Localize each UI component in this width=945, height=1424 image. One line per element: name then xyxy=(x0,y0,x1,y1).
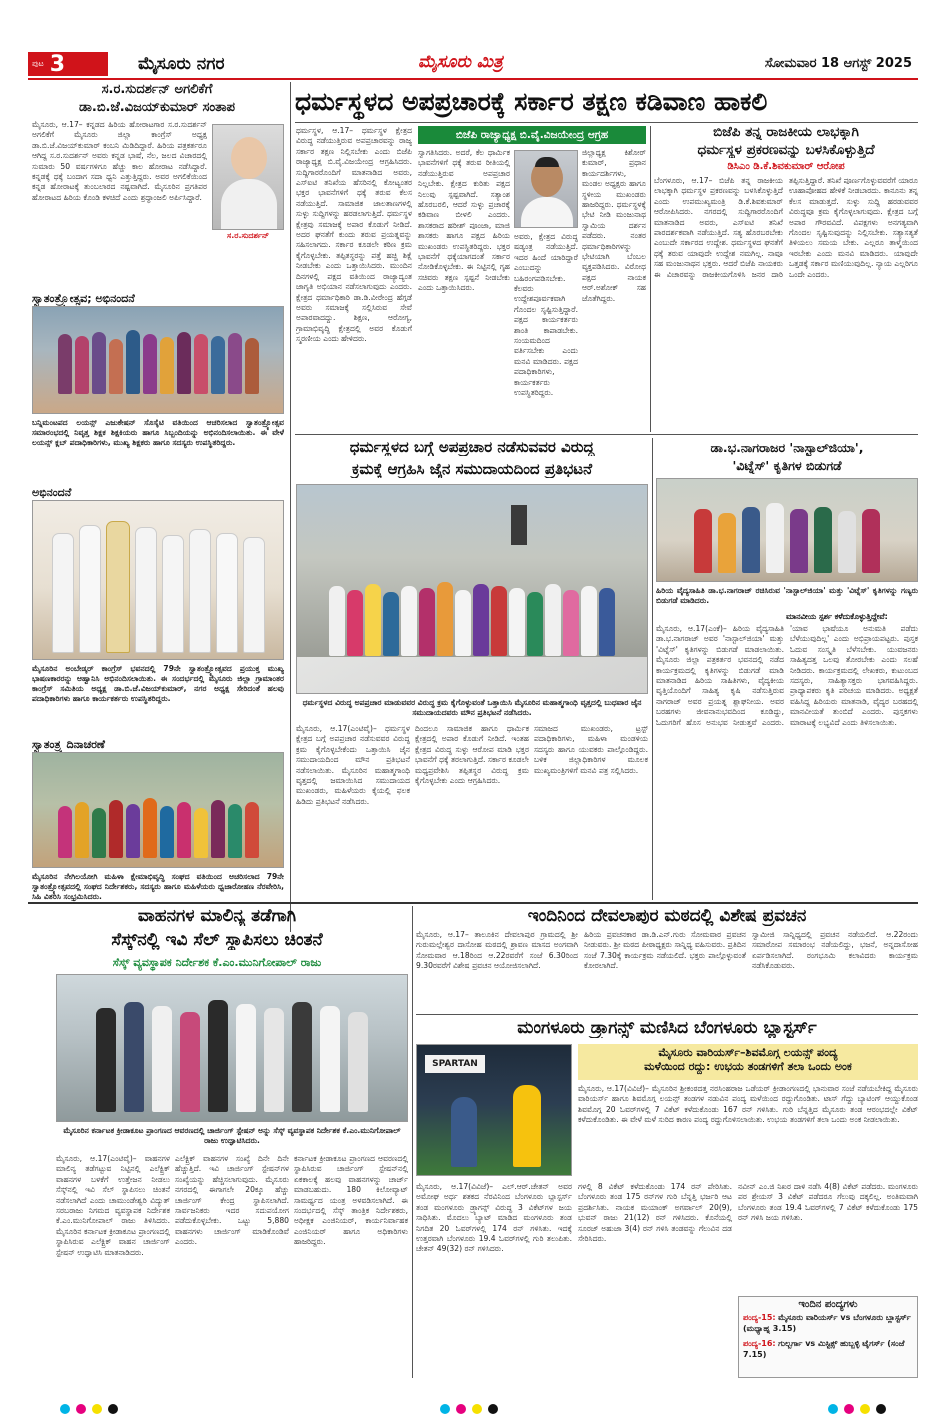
fixtures-box xyxy=(738,1296,918,1378)
sports-sub-2: ಮಳೆಯಿಂದ ರದ್ದು: ಉಭಯ ತಂಡಗಳಿಗೆ ತಲಾ ಒಂದು ಅಂಕ xyxy=(644,1060,852,1073)
devalapura-body-col-a: ಮೈಸೂರು, ಆ.17– ತಾಲೂಕಿನ ದೇವಲಾಪುರ ಗ್ರಾಮದಲ್ಲಿ ಶ್ರೀ ಗುರುಮಲ್ಲೇಶ್ವರ ದಾಸೋಹ ಮಠದಲ್ಲಿ ಶ್ರಾವಣ ಮಾಸದ ಅಂಗವಾಗಿ ಸೋಮವಾರ ಆ.18ರಿಂದ ಆ.22ರವರೆಗೆ ಸಂಜೆ 6.30ರಿಂದ 9.30ರವರೆಗೆ ವಿಶೇಷ ಪ್ರವಚನ ಆಯೋಜಿಸಲಾಗಿದೆ. xyxy=(416,930,578,971)
sports-headline: ಮಂಗಳೂರು ಡ್ರ್ಯಾಗನ್ಸ್ ಮಣಿಸಿದ ಬೆಂಗಳೂರು ಬ್ಲಾಸ್ಟರ್ಸ್ xyxy=(517,1018,817,1038)
registration-dot-icon xyxy=(60,1404,70,1414)
sudarshan-photo-name: ಸ.ರ.ಸುದರ್ಶನ್ xyxy=(226,231,270,240)
registration-dot-icon xyxy=(472,1404,482,1414)
lead-body-col-d: ಜಿಲ್ಲಾಧ್ಯಕ್ಷ ಕಿಶೋರ್ ಕುಮಾರ್, ಪ್ರಧಾನ ಕಾರ್ಯದರ್ಶಿಗಳು, ಮಂಡಲ ಅಧ್ಯಕ್ಷರು ಹಾಗೂ ಸ್ಥಳೀಯ ಮುಖಂಡರು ಹಾಜರಿದ್ದರು. ಧರ್ಮಸ್ಥಳಕ್ಕೆ ಭೇಟಿ ನೀಡಿ ಮಂಜುನಾಥ ಸ್ವಾಮಿಯ ದರ್ಶನ ಪಡೆದರು. ನಂತರ ಧರ್ಮಾಧಿಕಾರಿಗಳನ್ನು ಭೇಟಿಯಾಗಿ ಬೆಂಬಲ ವ್ಯಕ್ತಪಡಿಸಿದರು. ವಿರೋಧ ಪಕ್ಷದ ನಾಯಕ ಆರ್.ಅಶೋಕ್ ಸಹ ಜೊತೆಗಿದ್ದರು. xyxy=(582,148,646,303)
jain-body-col-b: ದಿಂದಲೂ ಸಾಮಾಜಿಕ ಹಾಗೂ ಧಾರ್ಮಿಕ ಕ್ಷೇತ್ರದಲ್ಲಿ ಅಪಾರ ಕೊಡುಗೆ ನೀಡಿದೆ. ಇಂತಹ ಕ್ಷೇತ್ರದ ವಿರುದ್ಧ ಸುಳ್ಳು ಆರೋಪ ಮಾಡಿ ಭಕ್ತರ ಭಾವನೆಗೆ ಧಕ್ಕೆ ತರಲಾಗುತ್ತಿದೆ. ಸರ್ಕಾರ ಕೂಡಲೇ ಮಧ್ಯಪ್ರವೇಶಿಸಿ ತಪ್ಪಿತಸ್ಥರ ವಿರುದ್ಧ ಕ್ರಮ ಕೈಗೊಳ್ಳಬೇಕು ಎಂದು ಆಗ್ರಹಿಸಿದರು. xyxy=(415,724,529,786)
ev-charging-photo xyxy=(56,974,408,1122)
lead-sub-banner xyxy=(418,126,646,144)
fixture-2-text: ಗುಲ್ಬರ್ಗಾ vs ಮಿಸ್ಟಿಕ್ಸ್ ಹುಬ್ಬಳ್ಳಿ ಟೈಗರ್ಸ್ (ಸಂಜೆ 7.15) xyxy=(743,1339,905,1359)
jain-headline-2: ಕ್ರಮಕ್ಕೆ ಆಗ್ರಹಿಸಿ ಜೈನ ಸಮುದಾಯದಿಂದ ಪ್ರತಿಭಟನೆ xyxy=(351,460,593,478)
devalapura-body-col-c: ಸ್ವಾಮೀಜಿ ಸಾನ್ನಿಧ್ಯದಲ್ಲಿ ಪ್ರವಚನ ನಡೆಯಲಿದೆ. ಆ.22ರಂದು ಸಮಾರೋಪ ಸಮಾರಂಭ ನಡೆಯಲಿದ್ದು, ಭಜನೆ, ಅನ್ನದಾಸೋಹ ಏರ್ಪಡಿಸಲಾಗಿದೆ. ರಂಗಭೂಮಿ ಕಲಾವಿದರು ಕಾರ್ಯಕ್ರಮ ನಡೆಸಿಕೊಡುವರು. xyxy=(752,930,918,971)
lead-rule xyxy=(295,122,918,123)
book-body: ಮೈಸೂರು, ಆ.17(ಎಂಕೆ)– ಹಿರಿಯ ವೈದ್ಯಸಾಹಿತಿ ಡಾ.ಭ.ನಾಗರಾಜ್ ಅವರ 'ನಾಸ್ಟಾಲ್‌ಜಿಯಾ' ಮತ್ತು 'ವಿಟ್ನೆಸ್' ಕೃತಿಗಳನ್ನು ಬಿಡುಗಡೆ ಮಾಡಲಾಯಿತು. ಮೈಸೂರು ಜಿಲ್ಲಾ ಪತ್ರಕರ್ತರ ಭವನದಲ್ಲಿ ನಡೆದ ಕಾರ್ಯಕ್ರಮದಲ್ಲಿ ಕೃತಿಗಳನ್ನು ಬಿಡುಗಡೆ ಮಾಡಿ ಮಾತನಾಡಿದ ಹಿರಿಯ ಸಾಹಿತಿಗಳು, ವೈದ್ಯಕೀಯ ವೃತ್ತಿಯೊಂದಿಗೆ ಸಾಹಿತ್ಯ ಕೃಷಿ ನಡೆಸುತ್ತಿರುವ ನಾಗರಾಜ್ ಅವರ ಪ್ರಯತ್ನ ಶ್ಲಾಘನೀಯ. ಅವರ ಬರಹಗಳು ಜೀವನಾನುಭವದಿಂದ ಕೂಡಿದ್ದು, ಓದುಗರಿಗೆ ಹೊಸ ಅನುಭವ ನೀಡುತ್ತವೆ ಎಂದರು. 'ಯಾವ ಭಾಷೆಯೂ ಅನುಮತಿ ಪಡೆದು ಬೆಳೆಯುವುದಿಲ್ಲ' ಎಂದು ಅಭಿಪ್ರಾಯಪಟ್ಟರು. ಪುಸ್ತಕ ಓದುವ ಸಂಸ್ಕೃತಿ ಬೆಳೆಸಬೇಕು. ಯುವಜನರು ಸಾಹಿತ್ಯದತ್ತ ಒಲವು ತೋರಬೇಕು ಎಂದು ಸಲಹೆ ನೀಡಿದರು. ಕಾರ್ಯಕ್ರಮದಲ್ಲಿ ಲೇಖಕರು, ಕುಟುಂಬದ ಸದಸ್ಯರು, ಸಾಹಿತ್ಯಾಸಕ್ತರು ಭಾಗವಹಿಸಿದ್ದರು. ಪ್ರಾಧ್ಯಾಪಕರು ಕೃತಿ ಪರಿಚಯ ಮಾಡಿದರು. ಅಧ್ಯಕ್ಷತೆ ವಹಿಸಿದ್ದ ಹಿರಿಯರು ಮಾತನಾಡಿ, ವೈದ್ಯರ ಬರಹದಲ್ಲಿ ಮಾನವೀಯತೆ ತುಂಬಿದೆ ಎಂದರು. ಪುಸ್ತಕಗಳು ಮಾರಾಟಕ್ಕೆ ಲಭ್ಯವಿದೆ ಎಂದು ತಿಳಿಸಲಾಯಿತು. xyxy=(656,624,918,727)
jain-protest-caption: ಧರ್ಮಸ್ಥಳದ ವಿರುದ್ಧ ಅಪಪ್ರಚಾರ ಮಾಡುವವರ ವಿರುದ್ಧ ಕ್ರಮ ಕೈಗೊಳ್ಳುವಂತೆ ಒತ್ತಾಯಿಸಿ ಮೈಸೂರಿನ ಮಹಾತ್ಮಗಾಂಧಿ ವೃತ್ತದಲ್ಲಿ ಬುಧವಾರ ಜೈನ ಸಮುದಾಯದವರು ಮೌನ ಪ್ರತಿಭಟನೆ ನಡೆಸಿದರು. xyxy=(302,698,642,717)
sudarshan-headline-1: ಸ.ರ.ಸುದರ್ಶನ್ ಅಗಲಿಕೆಗೆ xyxy=(101,82,213,97)
ev-charging-caption: ಮೈಸೂರಿನ ಕರ್ನಾಟಕ ಕ್ರೀಡಾಕೂಟ ಪ್ರಾಂಗಣದ ಆವರಣದಲ್ಲಿ ಚಾರ್ಜಿಂಗ್ ಸ್ಟೇಷನ್ ಅನ್ನು ಸೆಸ್ಕ್ ವ್ಯವಸ್ಥಾಪಕ ನಿರ್ದೇಶಕ ಕೆ.ಎಂ.ಮುನಿಗೋಪಾಲ್ ರಾಜು ಉದ್ಘಾಟಿಸಿದರು. xyxy=(63,1126,401,1145)
masthead-logo: ಮೈಸೂರು ಮಿತ್ರ xyxy=(418,52,503,72)
page-header xyxy=(28,52,918,76)
ev-body-col-c: ಕರ್ನಾಟಕ ಕ್ರೀಡಾಕೂಟ ಪ್ರಾಂಗಣದ ಆವರಣದಲ್ಲಿ ಸ್ಥಾಪಿಸಿರುವ ಚಾರ್ಜಿಂಗ್ ಸ್ಟೇಷನ್‌ನಲ್ಲಿ ಏಕಕಾಲಕ್ಕೆ ಹಲವು ವಾಹನಗಳನ್ನು ಚಾರ್ಜ್ ಮಾಡಬಹುದು. 180 ಕಿಲೋವ್ಯಾಟ್ ಸಾಮರ್ಥ್ಯದ ಯಂತ್ರ ಅಳವಡಿಸಲಾಗಿದೆ. ಈ ಸಂದರ್ಭದಲ್ಲಿ ಸೆಸ್ಕ್ ತಾಂತ್ರಿಕ ನಿರ್ದೇಶಕರು, ಅಧೀಕ್ಷಕ ಎಂಜಿನಿಯರ್, ಕಾರ್ಯನಿರ್ವಾಹಕ ಎಂಜಿನಿಯರ್ ಹಾಗೂ ಅಧಿಕಾರಿಗಳು ಹಾಜರಿದ್ದರು. xyxy=(294,1154,408,1247)
ev-headline-2: ಸೆಸ್ಕ್‌ನಲ್ಲಿ ಇವಿ ಸೆಲ್ ಸ್ಥಾಪಿಸಲು ಚಿಂತನೆ xyxy=(111,930,323,950)
registration-dot-icon xyxy=(844,1404,854,1414)
sports-sub-banner xyxy=(578,1044,918,1080)
ev-headline-1: ವಾಹನಗಳ ಮಾಲಿನ್ಯ ತಡೆಗಾಗಿ xyxy=(137,906,297,926)
lead-body-col-a: ಧರ್ಮಸ್ಥಳ, ಆ.17– ಧರ್ಮಸ್ಥಳ ಕ್ಷೇತ್ರದ ವಿರುದ್ಧ ನಡೆಯುತ್ತಿರುವ ಅಪಪ್ರಚಾರವನ್ನು ರಾಜ್ಯ ಸರ್ಕಾರ ತಕ್ಷಣ ನಿಲ್ಲಿಸಬೇಕು ಎಂದು ಬಿಜೆಪಿ ರಾಜ್ಯಾಧ್ಯಕ್ಷ ಬಿ.ವೈ.ವಿಜಯೇಂದ್ರ ಆಗ್ರಹಿಸಿದರು. ಸುದ್ದಿಗಾರರೊಂದಿಗೆ ಮಾತನಾಡಿದ ಅವರು, ಎಸ್‌ಐಟಿ ತನಿಖೆಯ ಹೆಸರಿನಲ್ಲಿ ಕೋಟ್ಯಂತರ ಭಕ್ತರ ಭಾವನೆಗಳಿಗೆ ಧಕ್ಕೆ ತರುವ ಕೆಲಸ ನಡೆಯುತ್ತಿದೆ. ಸಾಮಾಜಿಕ ಜಾಲತಾಣಗಳಲ್ಲಿ ಸುಳ್ಳು ಸುದ್ದಿಗಳನ್ನು ಹರಡಲಾಗುತ್ತಿದೆ. ಧರ್ಮಸ್ಥಳ ಕ್ಷೇತ್ರವು ಸಮಾಜಕ್ಕೆ ಅಪಾರ ಕೊಡುಗೆ ನೀಡಿದೆ. ಅದರ ಘನತೆಗೆ ಕುಂದು ತರುವ ಪ್ರಯತ್ನವನ್ನು ಸಹಿಸಲಾಗದು. ಸರ್ಕಾರ ಕೂಡಲೇ ಕಠಿಣ ಕ್ರಮ ಕೈಗೊಳ್ಳಬೇಕು. ತಪ್ಪಿತಸ್ಥರನ್ನು ಪತ್ತೆ ಹಚ್ಚಿ ಶಿಕ್ಷೆ ನೀಡಬೇಕು ಎಂದು ಒತ್ತಾಯಿಸಿದರು. ಮುಂದಿನ ದಿನಗಳಲ್ಲಿ ಪಕ್ಷದ ವತಿಯಿಂದ ರಾಜ್ಯಾದ್ಯಂತ ಜಾಗೃತಿ ಅಭಿಯಾನ ನಡೆಸಲಾಗುವುದು ಎಂದರು. ಕ್ಷೇತ್ರದ ಧರ್ಮಾಧಿಕಾರಿ ಡಾ.ಡಿ.ವೀರೇಂದ್ರ ಹೆಗ್ಗಡೆ ಅವರು ಸಮಾಜಕ್ಕೆ ಸಲ್ಲಿಸಿರುವ ಸೇವೆ ಅಪಾರವಾದದ್ದು. ಶಿಕ್ಷಣ, ಆರೋಗ್ಯ, ಗ್ರಾಮಾಭಿವೃದ್ಧಿ ಕ್ಷೇತ್ರದಲ್ಲಿ ಅವರ ಕೊಡುಗೆ ಸ್ಮರಣೀಯ ಎಂದು ಹೇಳಿದರು. xyxy=(296,126,412,344)
lions-school-caption: ಬನ್ನಿಮಂಟಪದ ಲಯನ್ಸ್ ಎಜುಕೇಷನ್ ಸೊಸೈಟಿ ವತಿಯಿಂದ ಆಚರಿಸಲಾದ ಸ್ವಾತಂತ್ರ್ಯೋತ್ಸವ ಸಮಾರಂಭದಲ್ಲಿ ನಿವೃತ್ತ ಶಿಕ್ಷಕ ಶಿಕ್ಷಕಿಯರು ಹಾಗೂ ಸಿಬ್ಬಂದಿಯನ್ನು ಅಭಿನಂದಿಸಲಾಯಿತು. ಈ ವೇಳೆ ಲಯನ್ಸ್ ಕ್ಲಬ್ ಪದಾಧಿಕಾರಿಗಳು, ಮುಖ್ಯ ಶಿಕ್ಷಕರು ಹಾಗೂ ಸದಸ್ಯರು ಉಪಸ್ಥಿತರಿದ್ದರು. xyxy=(32,418,284,447)
jain-body-col-a: ಮೈಸೂರು, ಆ.17(ಎಂಟಿವೈ)– ಧರ್ಮಸ್ಥಳ ಕ್ಷೇತ್ರದ ಬಗ್ಗೆ ಅಪಪ್ರಚಾರ ನಡೆಸುವವರ ವಿರುದ್ಧ ಕ್ರಮ ಕೈಗೊಳ್ಳಬೇಕೆಂದು ಒತ್ತಾಯಿಸಿ ಜೈನ ಸಮುದಾಯದಿಂದ ಮೌನ ಪ್ರತಿಭಟನೆ ನಡೆಸಲಾಯಿತು. ಮೈಸೂರಿನ ಮಹಾತ್ಮಗಾಂಧಿ ವೃತ್ತದಲ್ಲಿ ಜಮಾಯಿಸಿದ ಸಮುದಾಯದ ಮುಖಂಡರು, ಮಹಿಳೆಯರು ಕೈಯಲ್ಲಿ ಫಲಕ ಹಿಡಿದು ಪ್ರತಿಭಟನೆ ನಡೆಸಿದರು. xyxy=(296,724,410,806)
felicitation-label: ಅಭಿನಂದನೆ xyxy=(32,486,72,499)
column-divider-bottom xyxy=(412,906,413,1378)
womens-association-caption: ಮೈಸೂರಿನ ನೇಗಿಲಯೋಗಿ ಮಹಿಳಾ ಕ್ಷೇಮಾಭಿವೃದ್ಧಿ ಸಂಘದ ವತಿಯಿಂದ ಆಚರಿಸಲಾದ 79ನೇ ಸ್ವಾತಂತ್ರ್ಯೋತ್ಸವದಲ್ಲಿ ಸಂಘದ ನಿರ್ದೇಶಕರು, ಸದಸ್ಯರು ಹಾಗೂ ಮಹಿಳೆಯರು ಧ್ವಜಾರೋಹಣ ನೆರವೇರಿಸಿ, ಸಿಹಿ ವಿತರಿಸಿ ಸಂಭ್ರಮಿಸಿದರು. xyxy=(32,872,284,901)
middle-band-rule xyxy=(28,902,918,904)
lead-bottom-rule xyxy=(295,434,918,435)
page-number: 3 xyxy=(49,51,66,77)
issue-date: ಸೋಮವಾರ 18 ಆಗಸ್ಟ್ 2025 xyxy=(764,56,912,71)
devalapura-headline: ಇಂದಿನಿಂದ ದೇವಲಾಪುರ ಮಠದಲ್ಲಿ ವಿಶೇಷ ಪ್ರವಚನ xyxy=(527,906,807,926)
page-number-badge xyxy=(28,52,108,76)
page-label: ಪುಟ xyxy=(32,59,44,68)
registration-dot-icon xyxy=(92,1404,102,1414)
sudarshan-body: ಮೈಸೂರು, ಆ.17– ಕನ್ನಡದ ಹಿರಿಯ ಹೋರಾಟಗಾರ ಸ.ರ.ಸುದರ್ಶನ್ ಅಗಲಿಕೆಗೆ ಮೈಸೂರು ಜಿಲ್ಲಾ ಕಾಂಗ್ರೆಸ್ ಅಧ್ಯಕ್ಷ ಡಾ.ಬಿ.ಜೆ.ವಿಜಯ್‌ಕುಮಾರ್ ಕಂಬನಿ ಮಿಡಿದಿದ್ದಾರೆ. ಹಿರಿಯ ಪತ್ರಕರ್ತರೂ ಆಗಿದ್ದ ಸ.ರ.ಸುದರ್ಶನ್ ಅವರು ಕನ್ನಡ ಭಾಷೆ, ನೆಲ, ಜಲದ ವಿಚಾರದಲ್ಲಿ ಸುಮಾರು 50 ವರ್ಷಗಳಿಗೂ ಹೆಚ್ಚು ಕಾಲ ಹೋರಾಟ ನಡೆಸಿದ್ದಾರೆ. ಕನ್ನಡಕ್ಕೆ ಧಕ್ಕೆ ಬಂದಾಗ ಸದಾ ಧ್ವನಿ ಎತ್ತುತ್ತಿದ್ದರು. ಅವರ ಅಗಲಿಕೆಯಿಂದ ಕನ್ನಡ ಹೋರಾಟಕ್ಕೆ ತುಂಬಲಾರದ ನಷ್ಟವಾಗಿದೆ. ಮೈಸೂರಿನ ಪ್ರಗತಿಪರ ಹೋರಾಟದ ಹಿರಿಯ ಕೊಂಡಿ ಕಳಚಿದೆ ಎಂದು ಶ್ರದ್ಧಾಂಜಲಿ ಅರ್ಪಿಸಿದ್ದಾರೆ. xyxy=(32,120,207,202)
registration-dot-icon xyxy=(828,1404,838,1414)
dks-headline-1: ಬಿಜೆಪಿ ತನ್ನ ರಾಜಕೀಯ ಲಾಭಕ್ಕಾಗಿ xyxy=(713,124,859,140)
sports-body-col-b: ಗಳಲ್ಲಿ 8 ವಿಕೆಟ್ ಕಳೆದುಕೊಂಡು 174 ರನ್ ಪೇರಿಸಿತು. ಬೆಂಗಳೂರು ತಂಡ 175 ರನ್‌ಗಳ ಗುರಿ ಬೆನ್ನತ್ತಿ ಭರ್ಜರಿ ಆಟ ಪ್ರದರ್ಶಿಸಿತು. ನಾಯಕ ಮಯಾಂಕ್ ಅಗರ್ವಾಲ್ 20(9), ಭುವನ್ ರಾಜು 21(12) ರನ್ ಗಳಿಸಿದರು. ಕೊನೆಯಲ್ಲಿ ಸೂರಜ್ ಅಹುಜಾ 3(4) ರನ್ ಗಳಿಸಿ ತಂಡವನ್ನು ಗೆಲುವಿನ ದಡ ಸೇರಿಸಿದರು. xyxy=(578,1182,732,1244)
independence-day-label: ಸ್ವಾತಂತ್ರ್ಯ ದಿನಾಚರಣೆ xyxy=(32,738,105,751)
congress-felicitation-caption: ಮೈಸೂರಿನ ಅಂಬೇಡ್ಕರ್ ಕಾಂಗ್ರೆಸ್ ಭವನದಲ್ಲಿ 79ನೇ ಸ್ವಾತಂತ್ರ್ಯೋತ್ಸವದ ಪ್ರಯುಕ್ತ ಮುಖ್ಯ ಭಾಷಣಕಾರರನ್ನು ಆಹ್ವಾನಿಸಿ ಅಭಿನಂದಿಸಲಾಯಿತು. ಈ ಸಂದರ್ಭದಲ್ಲಿ ಮೈಸೂರು ಜಿಲ್ಲಾ ಗ್ರಾಮಾಂತರ ಕಾಂಗ್ರೆಸ್ ಸಮಿತಿಯ ಅಧ್ಯಕ್ಷ ಡಾ.ಬಿ.ಜೆ.ವಿಜಯ್‌ಕುಮಾರ್, ನಗರ ಅಧ್ಯಕ್ಷ ಸೇರಿದಂತೆ ಹಲವು ಪದಾಧಿಕಾರಿಗಳು ಹಾಗೂ ಕಾರ್ಯಕರ್ತರು ಉಪಸ್ಥಿತರಿದ್ದರು. xyxy=(32,664,284,703)
book-headline-2: 'ವಿಟ್ನೆಸ್' ಕೃತಿಗಳ ಬಿಡುಗಡೆ xyxy=(732,458,842,473)
devalapura-rule xyxy=(416,1014,918,1015)
ev-subhead: ಸೆಸ್ಕ್ ವ್ಯವಸ್ಥಾಪಕ ನಿರ್ದೇಶಕ ಕೆ.ಎಂ.ಮುನಿಗೋಪಾಲ್ ರಾಜು xyxy=(112,956,322,969)
lions-school-photo xyxy=(32,306,284,414)
jain-protest-photo xyxy=(296,484,648,694)
fixtures-title: ಇಂದಿನ ಪಂದ್ಯಗಳು xyxy=(798,1299,858,1310)
dks-headline-2: ಧರ್ಮಸ್ಥಳ ಪ್ರಕರಣವನ್ನು ಬಳಸಿಕೊಳ್ಳುತ್ತಿದೆ xyxy=(697,142,875,158)
cricket-photo xyxy=(416,1044,572,1176)
womens-association-photo xyxy=(32,752,284,868)
lead-sub-banner-text: ಬಿಜೆಪಿ ರಾಜ್ಯಾಧ್ಯಕ್ಷ ಬಿ.ವೈ.ವಿಜಯೇಂದ್ರ ಆಗ್ರಹ xyxy=(455,128,609,141)
ev-body-col-b: ಎಲೆಕ್ಟ್ರಿಕ್ ವಾಹನಗಳ ಸಂಖ್ಯೆ ದಿನೇ ದಿನೇ ಹೆಚ್ಚುತ್ತಿದೆ. ಇವಿ ಚಾರ್ಜಿಂಗ್ ಸ್ಟೇಷನ್‌ಗಳ ಸಂಖ್ಯೆಯನ್ನು ಹೆಚ್ಚಿಸಲಾಗುವುದು. ಮೈಸೂರು ನಗರದಲ್ಲಿ ಈಗಾಗಲೇ 20ಕ್ಕೂ ಹೆಚ್ಚು ಚಾರ್ಜಿಂಗ್ ಕೇಂದ್ರ ಸ್ಥಾಪಿಸಲಾಗಿದೆ. ಸಾರ್ವಜನಿಕರು ಇದರ ಸದುಪಯೋಗ ಪಡೆದುಕೊಳ್ಳಬೇಕು. ಒಟ್ಟು 5,880 ವಾಹನಗಳು ಚಾರ್ಜಿಂಗ್ ಮಾಡಿಕೊಂಡಿವೆ ಎಂದರು. xyxy=(175,1154,289,1247)
ev-body-col-a: ಮೈಸೂರು, ಆ.17(ಎಂಟಿವೈ)– ವಾಹನಗಳ ಮಾಲಿನ್ಯ ತಡೆಗಟ್ಟುವ ನಿಟ್ಟಿನಲ್ಲಿ ಎಲೆಕ್ಟ್ರಿಕ್ ವಾಹನಗಳ ಬಳಕೆಗೆ ಉತ್ತೇಜನ ನೀಡಲು ಸೆಸ್ಕ್‌ನಲ್ಲಿ ಇವಿ ಸೆಲ್ ಸ್ಥಾಪಿಸಲು ಚಿಂತನೆ ನಡೆಸಲಾಗಿದೆ ಎಂದು ಚಾಮುಂಡೇಶ್ವರಿ ವಿದ್ಯುತ್ ಸರಬರಾಜು ನಿಗಮದ ವ್ಯವಸ್ಥಾಪಕ ನಿರ್ದೇಶಕ ಕೆ.ಎಂ.ಮುನಿಗೋಪಾಲ್ ರಾಜು ತಿಳಿಸಿದರು. ಮೈಸೂರಿನ ಕರ್ನಾಟಕ ಕ್ರೀಡಾಕೂಟ ಪ್ರಾಂಗಣದಲ್ಲಿ ಸ್ಥಾಪಿಸಿರುವ ಎಲೆಕ್ಟ್ರಿಕ್ ವಾಹನ ಚಾರ್ಜಿಂಗ್ ಸ್ಟೇಷನ್ ಉದ್ಘಾಟಿಸಿ ಮಾತನಾಡಿದರು. xyxy=(56,1154,170,1257)
lead-body-col-b: ಸ್ವಾಗತಿಸಿದರು. ಅದರೆ, ಕೆಲ ಧಾರ್ಮಿಕ ಭಾವನೆಗಳಿಗೆ ಧಕ್ಕೆ ತರುವ ರೀತಿಯಲ್ಲಿ ನಡೆಯುತ್ತಿರುವ ಅಪಪ್ರಚಾರ ನಿಲ್ಲಬೇಕು. ಕ್ಷೇತ್ರದ ಕುರಿತು ಪಕ್ಷದ ನಿಲುವು ಸ್ಪಷ್ಟವಾಗಿದೆ. ಸತ್ಯಾಂಶ ಹೊರಬರಲಿ, ಆದರೆ ಸುಳ್ಳು ಪ್ರಚಾರಕ್ಕೆ ಕಡಿವಾಣ ಬೀಳಲಿ ಎಂದರು. ಶಾಸಕರಾದ ಹರೀಶ್ ಪೂಂಜಾ, ಮಾಜಿ ಶಾಸಕರು ಹಾಗೂ ಪಕ್ಷದ ಹಿರಿಯ ಮುಖಂಡರು ಉಪಸ್ಥಿತರಿದ್ದರು. ಭಕ್ತರ ಭಾವನೆಗೆ ಧಕ್ಕೆಯಾಗದಂತೆ ಸರ್ಕಾರ ನೋಡಿಕೊಳ್ಳಬೇಕು. ಈ ನಿಟ್ಟಿನಲ್ಲಿ ಗೃಹ ಸಚಿವರು ತಕ್ಷಣ ಸ್ಪಷ್ಟನೆ ನೀಡಬೇಕು ಎಂದು ಒತ್ತಾಯಿಸಿದರು. xyxy=(418,148,510,293)
column-divider-book xyxy=(652,438,653,900)
registration-dots-right xyxy=(828,1404,886,1414)
sports-body-top: ಮೈಸೂರು, ಆ.17(ವಿವಿಜೆ)– ಮೈಸೂರಿನ ಶ್ರೀಕಂಠದತ್ತ ನರಸಿಂಹರಾಜ ಒಡೆಯರ್ ಕ್ರೀಡಾಂಗಣದಲ್ಲಿ ಭಾನುವಾರ ಸಂಜೆ ನಡೆಯಬೇಕಿದ್ದ ಮೈಸೂರು ವಾರಿಯರ್ಸ್ ಹಾಗೂ ಶಿವಮೊಗ್ಗ ಲಯನ್ಸ್ ತಂಡಗಳ ನಡುವಿನ ಪಂದ್ಯ ಮಳೆಯಿಂದ ರದ್ದುಗೊಂಡಿತು. ಟಾಸ್ ಗೆದ್ದು ಬ್ಯಾಟಿಂಗ್ ಆಯ್ದುಕೊಂಡ ಶಿವಮೊಗ್ಗ 20 ಓವರ್‌ಗಳಲ್ಲಿ 7 ವಿಕೆಟ್ ಕಳೆದುಕೊಂಡು 167 ರನ್ ಗಳಿಸಿತು. ಗುರಿ ಬೆನ್ನತ್ತಿದ ಮೈಸೂರು ತಂಡ ಆರಂಭದಲ್ಲೇ ವಿಕೆಟ್ ಕಳೆದುಕೊಂಡಿತು. ಈ ವೇಳೆ ಮಳೆ ಸುರಿದ ಕಾರಣ ಪಂದ್ಯ ರದ್ದುಗೊಳಿಸಲಾಯಿತು. ಉಭಯ ತಂಡಗಳಿಗೆ ತಲಾ ಒಂದು ಅಂಕ ನೀಡಲಾಯಿತು. xyxy=(578,1084,918,1125)
registration-dot-icon xyxy=(860,1404,870,1414)
registration-dot-icon xyxy=(440,1404,450,1414)
fixture-1-text: ಮೈಸೂರು ವಾರಿಯರ್ಸ್ vs ಬೆಂಗಳೂರು ಬ್ಲಾಸ್ಟರ್ಸ್ (ಮಧ್ಯಾಹ್ನ 3.15) xyxy=(743,1313,911,1333)
book-release-caption: ಹಿರಿಯ ವೈದ್ಯಸಾಹಿತಿ ಡಾ.ಭ.ನಾಗರಾಜ್ ರಚಿಸಿರುವ 'ನಾಸ್ಟಾಲ್‌ಜಿಯಾ' ಮತ್ತು 'ವಿಟ್ನೆಸ್' ಕೃತಿಗಳನ್ನು ಗಣ್ಯರು ಬಿಡುಗಡೆ ಮಾಡಿದರು. xyxy=(656,586,918,605)
registration-dots-left xyxy=(60,1404,118,1414)
column-divider-1 xyxy=(290,82,291,932)
devalapura-body-col-b: ಹಿರಿಯ ಪ್ರವಚನಕಾರ ಡಾ.ಡಿ.ಎನ್.ಗುರು ಸೋಮವಾರ ಪ್ರವಚನ ನೀಡುವರು. ಶ್ರೀ ಮಠದ ಪೀಠಾಧ್ಯಕ್ಷರು ಸಾನ್ನಿಧ್ಯ ವಹಿಸುವರು. ಪ್ರತಿದಿನ ಸಂಜೆ 7.30ಕ್ಕೆ ಕಾರ್ಯಕ್ರಮ ನಡೆಯಲಿದೆ. ಭಕ್ತರು ಪಾಲ್ಗೊಳ್ಳುವಂತೆ ಕೋರಲಾಗಿದೆ. xyxy=(584,930,746,971)
jain-body-col-c: ಸಮಾಜದ ಮುಖಂಡರು, ಟ್ರಸ್ಟ್ ಪದಾಧಿಕಾರಿಗಳು, ಮಹಿಳಾ ಮಂಡಳಿಯ ಸದಸ್ಯರು ಹಾಗೂ ಯುವಕರು ಪಾಲ್ಗೊಂಡಿದ್ದರು. ಬಳಿಕ ಜಿಲ್ಲಾಧಿಕಾರಿಗಳ ಮೂಲಕ ಮುಖ್ಯಮಂತ್ರಿಗಳಿಗೆ ಮನವಿ ಪತ್ರ ಸಲ್ಲಿಸಿದರು. xyxy=(534,724,648,775)
sudarshan-photo xyxy=(212,124,284,230)
dks-subhead: ಡಿಸಿಎಂ ಡಿ.ಕೆ.ಶಿವಕುಮಾರ್ ಆರೋಪ xyxy=(727,161,845,172)
header-rule xyxy=(28,78,918,80)
book-inline-head: ಮಾನವೀಯ ಸ್ಪರ್ಶ ಕಳೆದುಕೊಳ್ಳುತ್ತಿದ್ದೇವೆ: xyxy=(786,612,888,621)
fixture-2-label: ಪಂದ್ಯ-16: xyxy=(743,1339,776,1348)
sports-body-col-c: ನವೀನ್ ಎಂ.ಜಿ ನಿಖರ ದಾಳಿ ನಡೆಸಿ 4(8) ವಿಕೆಟ್ ಪಡೆದರು. ಮಂಗಳೂರು ಪರ ಶ್ರೇಯಸ್ 3 ವಿಕೆಟ್ ಪಡೆದರೂ ಗೆಲುವು ದಕ್ಕಲಿಲ್ಲ. ಅಂತಿಮವಾಗಿ ಬೆಂಗಳೂರು ತಂಡ 19.4 ಓವರ್‌ಗಳಲ್ಲಿ 7 ವಿಕೆಟ್ ಕಳೆದುಕೊಂಡು 175 ರನ್ ಗಳಿಸಿ ಜಯ ಗಳಿಸಿತು. xyxy=(738,1182,918,1223)
book-release-photo xyxy=(656,478,918,582)
registration-dot-icon xyxy=(876,1404,886,1414)
vijayendra-photo xyxy=(514,150,578,228)
book-headline-1: ಡಾ.ಭ.ನಾಗರಾಜರ 'ನಾಸ್ಟಾಲ್‌ಜಿಯಾ', xyxy=(710,440,864,455)
sports-sub-1: ಮೈಸೂರು ವಾರಿಯರ್ಸ್–ಶಿವಮೊಗ್ಗ ಲಯನ್ಸ್ ಪಂದ್ಯ xyxy=(658,1046,838,1059)
dks-body: ಬೆಂಗಳೂರು, ಆ.17– ಬಿಜೆಪಿ ತನ್ನ ರಾಜಕೀಯ ಲಾಭಕ್ಕಾಗಿ ಧರ್ಮಸ್ಥಳ ಪ್ರಕರಣವನ್ನು ಬಳಸಿಕೊಳ್ಳುತ್ತಿದೆ ಎಂದು ಉಪಮುಖ್ಯಮಂತ್ರಿ ಡಿ.ಕೆ.ಶಿವಕುಮಾರ್ ಆರೋಪಿಸಿದರು. ನಗರದಲ್ಲಿ ಸುದ್ದಿಗಾರರೊಂದಿಗೆ ಮಾತನಾಡಿದ ಅವರು, ಎಸ್‌ಐಟಿ ತನಿಖೆ ಪಾರದರ್ಶಕವಾಗಿ ನಡೆಯುತ್ತಿದೆ. ಸತ್ಯ ಹೊರಬರಬೇಕು ಎಂಬುದೇ ಸರ್ಕಾರದ ಉದ್ದೇಶ. ಧರ್ಮಸ್ಥಳದ ಘನತೆಗೆ ಧಕ್ಕೆ ತರುವ ಯಾವುದೇ ಉದ್ದೇಶ ನಮಗಿಲ್ಲ. ನಾವೂ ಸಹ ಮಂಜುನಾಥನ ಭಕ್ತರು. ಆದರೆ ಬಿಜೆಪಿ ನಾಯಕರು ಈ ವಿಚಾರವನ್ನು ರಾಜಕೀಯಗೊಳಿಸಿ ಜನರ ದಾರಿ ತಪ್ಪಿಸುತ್ತಿದ್ದಾರೆ. ತನಿಖೆ ಪೂರ್ಣಗೊಳ್ಳುವವರೆಗೆ ಯಾರೂ ಊಹಾಪೋಹದ ಹೇಳಿಕೆ ನೀಡಬಾರದು. ಕಾನೂನು ತನ್ನ ಕೆಲಸ ಮಾಡುತ್ತದೆ. ಸುಳ್ಳು ಸುದ್ದಿ ಹರಡುವವರ ವಿರುದ್ಧವೂ ಕ್ರಮ ಕೈಗೊಳ್ಳಲಾಗುವುದು. ಕ್ಷೇತ್ರದ ಬಗ್ಗೆ ಅಪಾರ ಗೌರವವಿದೆ. ವಿಪಕ್ಷಗಳು ಅನಗತ್ಯವಾಗಿ ಗೊಂದಲ ಸೃಷ್ಟಿಸುವುದನ್ನು ನಿಲ್ಲಿಸಬೇಕು. ಸತ್ಯಾಸತ್ಯತೆ ತಿಳಿಯಲು ಸಮಯ ಬೇಕು. ಎಲ್ಲರೂ ತಾಳ್ಮೆಯಿಂದ ಇರಬೇಕು ಎಂದು ಮನವಿ ಮಾಡಿದರು. ಯಾವುದೇ ಒತ್ತಡಕ್ಕೆ ಸರ್ಕಾರ ಮಣಿಯುವುದಿಲ್ಲ. ನ್ಯಾಯ ಎಲ್ಲರಿಗೂ ಒಂದೇ ಎಂದರು. xyxy=(654,176,918,279)
fixture-1-label: ಪಂದ್ಯ-15: xyxy=(743,1313,776,1322)
sudarshan-headline-2: ಡಾ.ಬಿ.ಜೆ.ವಿಜಯ್‌ಕುಮಾರ್ ಸಂತಾಪ xyxy=(79,100,235,115)
registration-dots-center xyxy=(440,1404,498,1414)
registration-dot-icon xyxy=(76,1404,86,1414)
column-divider-lead xyxy=(650,126,651,432)
registration-dot-icon xyxy=(456,1404,466,1414)
lead-body-col-c: ಅವರು, ಕ್ಷೇತ್ರದ ವಿರುದ್ಧ ಷಡ್ಯಂತ್ರ ನಡೆಯುತ್ತಿದೆ. ಇದರ ಹಿಂದೆ ಯಾರಿದ್ದಾರೆ ಎಂಬುದನ್ನು ಬಹಿರಂಗಪಡಿಸಬೇಕು. ಕೆಲವರು ಉದ್ದೇಶಪೂರ್ವಕವಾಗಿ ಗೊಂದಲ ಸೃಷ್ಟಿಸುತ್ತಿದ್ದಾರೆ. ಪಕ್ಷದ ಕಾರ್ಯಕರ್ತರು ಶಾಂತಿ ಕಾಪಾಡಬೇಕು. ಸಂಯಮದಿಂದ ವರ್ತಿಸಬೇಕು ಎಂದು ಮನವಿ ಮಾಡಿದರು. ಪಕ್ಷದ ಪದಾಧಿಕಾರಿಗಳು, ಕಾರ್ಯಕರ್ತರು ಉಪಸ್ಥಿತರಿದ್ದರು. xyxy=(514,232,578,398)
lead-headline: ಧರ್ಮಸ್ಥಳದ ಅಪಪ್ರಚಾರಕ್ಕೆ ಸರ್ಕಾರ ತಕ್ಷಣ ಕಡಿವಾಣ ಹಾಕಲಿ xyxy=(295,87,768,116)
jain-headline-1: ಧರ್ಮಸ್ಥಳದ ಬಗ್ಗೆ ಅಪಪ್ರಚಾರ ನಡೆಸುವವರ ವಿರುದ್ಧ xyxy=(349,438,595,456)
scoreboard-sign: SPARTAN xyxy=(425,1055,485,1073)
registration-dot-icon xyxy=(108,1404,118,1414)
registration-dot-icon xyxy=(488,1404,498,1414)
congress-felicitation-photo xyxy=(32,500,284,660)
section-title: ಮೈಸೂರು ನಗರ xyxy=(138,54,225,74)
independence-felicitation-label: ಸ್ವಾತಂತ್ರ್ಯೋತ್ಸವ; ಅಭಿನಂದನೆ xyxy=(32,292,135,305)
sports-body-col-a: ಮೈಸೂರು, ಆ.17(ವಿವಿಜೆ)– ಎಲ್.ಆರ್.ಚೇತನ್ ಅವರ ಅಮೋಘ ಅರ್ಧ ಶತಕದ ನೆರವಿನಿಂದ ಬೆಂಗಳೂರು ಬ್ಲಾಸ್ಟರ್ಸ್ ತಂಡ ಮಂಗಳೂರು ಡ್ರ್ಯಾಗನ್ಸ್ ವಿರುದ್ಧ 3 ವಿಕೆಟ್‌ಗಳ ಜಯ ಸಾಧಿಸಿತು. ಮೊದಲು ಬ್ಯಾಟ್ ಮಾಡಿದ ಮಂಗಳೂರು ತಂಡ ನಿಗದಿತ 20 ಓವರ್‌ಗಳಲ್ಲಿ 174 ರನ್ ಗಳಿಸಿತು. ಇದಕ್ಕೆ ಉತ್ತರವಾಗಿ ಬೆಂಗಳೂರು 19.4 ಓವರ್‌ಗಳಲ್ಲಿ ಗುರಿ ತಲುಪಿತು. ಚೇತನ್ 49(32) ರನ್ ಗಳಿಸಿದರು. xyxy=(416,1182,572,1254)
